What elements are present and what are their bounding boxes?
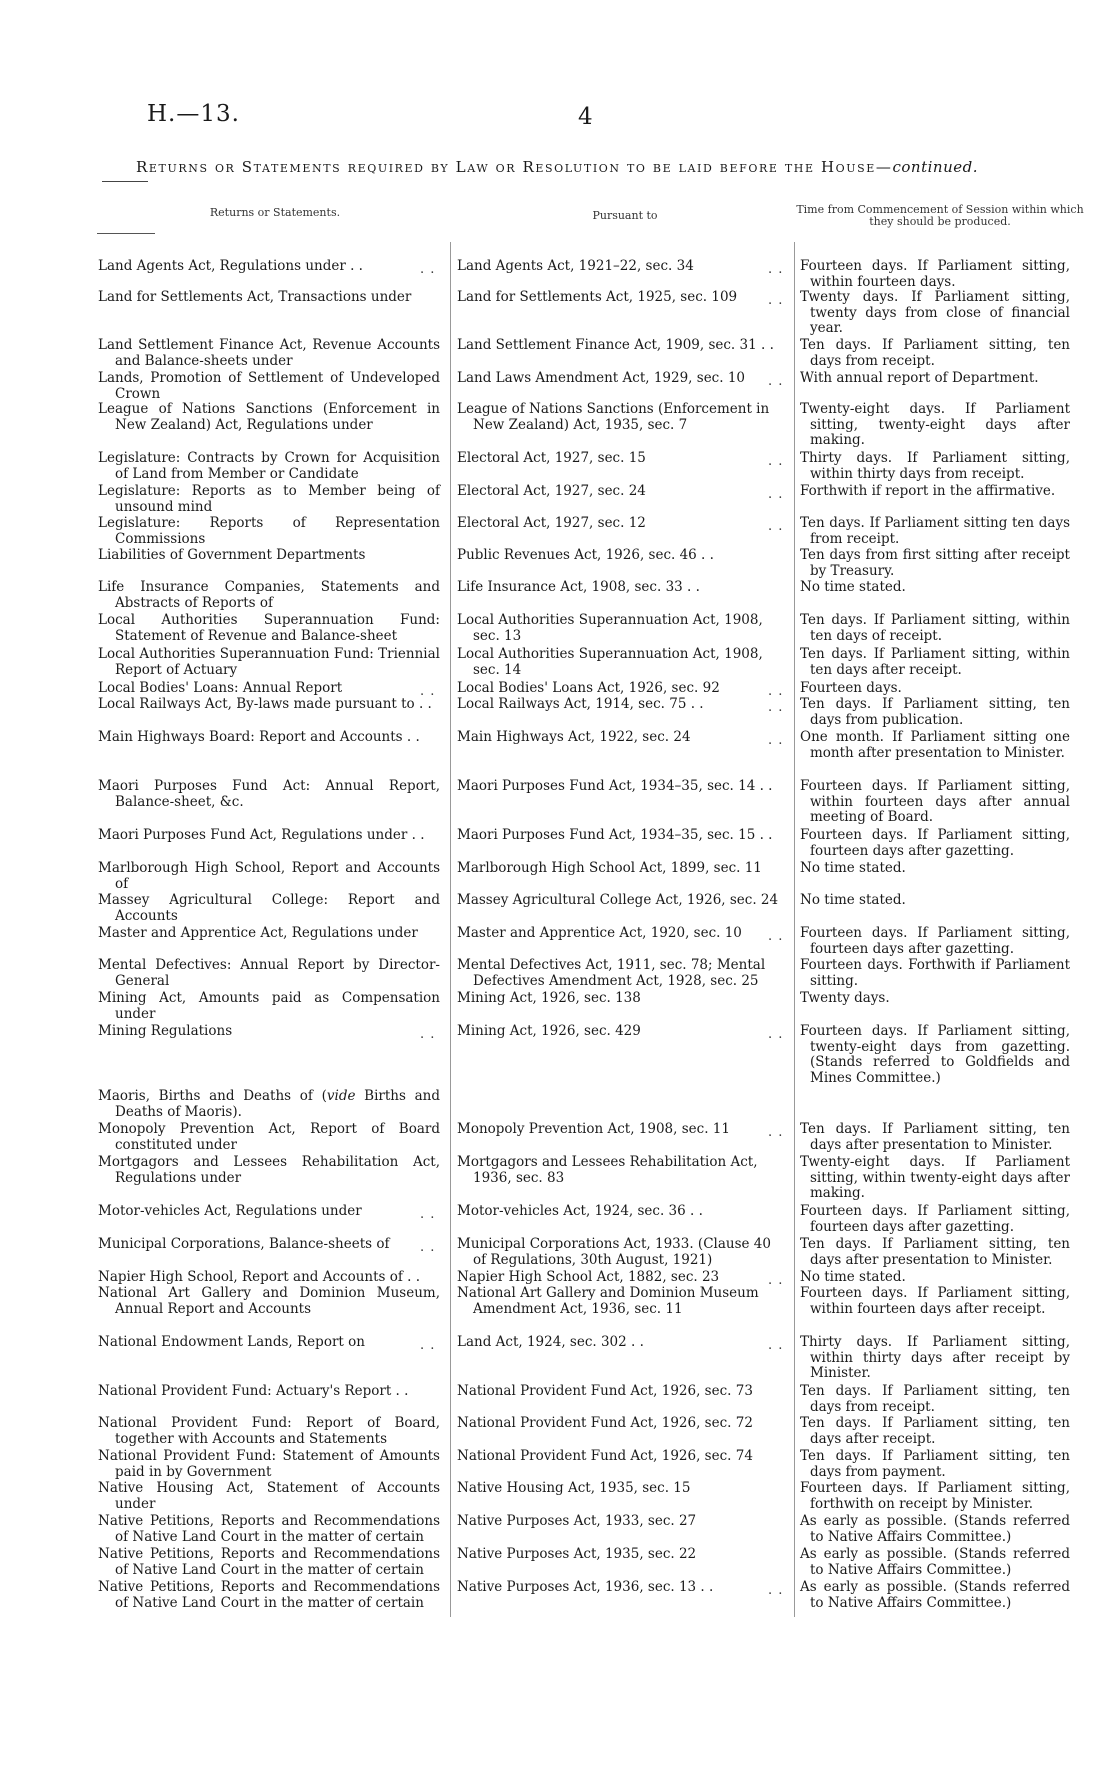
pursuant-cell: Napier High School Act, 1882, sec. 23 <box>457 1269 720 1285</box>
returns-cell: Marlborough High School, Report and Accounts of <box>98 860 440 892</box>
leader-dots: . . <box>768 262 784 277</box>
time-cell: As early as possible. (Stands referred to Native Affairs Committee.) <box>800 1546 1070 1578</box>
returns-cell: Liabilities of Government Departments <box>98 547 366 563</box>
pursuant-cell: Land Act, 1924, sec. 302 . . <box>457 1334 644 1350</box>
pursuant-cell: Native Purposes Act, 1933, sec. 27 <box>457 1513 697 1529</box>
pursuant-cell: Mining Act, 1926, sec. 429 <box>457 1023 641 1039</box>
leader-dots: . . <box>768 929 784 944</box>
time-cell: Fourteen days. If Parliament sitting, within fourteen days after annual meeting of Board. <box>800 778 1070 826</box>
returns-cell: Mining Act, Amounts paid as Compensation under <box>98 990 440 1022</box>
returns-cell: Municipal Corporations, Balance-sheets of <box>98 1236 390 1252</box>
column-header-returns: Returns or Statements. <box>209 206 341 219</box>
returns-text: Maoris, Births and Deaths of ( <box>98 1088 327 1104</box>
returns-cell: Local Authorities Superannuation Fund: Triennial Report of Actuary <box>98 646 440 678</box>
time-cell: No time stated. <box>800 1269 906 1285</box>
pursuant-cell: Maori Purposes Fund Act, 1934–35, sec. 14 . . <box>457 778 773 794</box>
pursuant-cell: Mortgagors and Lessees Rehabilitation Act, 1936, sec. 83 <box>457 1154 758 1186</box>
time-cell: No time stated. <box>800 579 906 595</box>
returns-cell: Land for Settlements Act, Transactions under <box>98 289 412 305</box>
page-number: 4 <box>578 104 593 130</box>
time-cell: Twenty days. <box>800 990 890 1006</box>
pursuant-cell: Electoral Act, 1927, sec. 24 <box>457 483 646 499</box>
returns-cell: Monopoly Prevention Act, Report of Board constituted under <box>98 1121 440 1153</box>
leader-dots: . . <box>768 700 784 715</box>
leader-dots: . . <box>420 1027 436 1042</box>
returns-cell: National Provident Fund: Report of Board, together with Accounts and Statements <box>98 1415 440 1447</box>
leader-dots: . . <box>768 1273 784 1288</box>
pursuant-cell: Local Railways Act, 1914, sec. 75 . . <box>457 696 704 712</box>
returns-cell: Legislature: Reports as to Member being of unsound mind <box>98 483 440 515</box>
pursuant-cell: Master and Apprentice Act, 1920, sec. 10 <box>457 925 742 941</box>
pursuant-cell: National Provident Fund Act, 1926, sec. 73 <box>457 1383 753 1399</box>
page-ref: H.—13. <box>147 101 240 127</box>
returns-cell: Massey Agricultural College: Report and Accounts <box>98 892 440 924</box>
returns-cell: Native Petitions, Reports and Recommendations of Native Land Court in the matter of certain <box>98 1513 440 1545</box>
pursuant-cell: Local Authorities Superannuation Act, 1908, sec. 14 <box>457 646 763 678</box>
time-cell: One month. If Parliament sitting one month after presentation to Minister. <box>800 729 1070 761</box>
pursuant-cell: Electoral Act, 1927, sec. 15 <box>457 450 646 466</box>
vide-text: vide <box>326 1088 356 1104</box>
column-divider <box>794 242 795 1617</box>
pursuant-cell: Monopoly Prevention Act, 1908, sec. 11 <box>457 1121 730 1137</box>
leader-dots: . . <box>420 1207 436 1222</box>
time-cell: Fourteen days. If Parliament sitting, within fourteen days after receipt. <box>800 1285 1070 1317</box>
time-cell: Fourteen days. If Parliament sitting, forthwith on receipt by Minister. <box>800 1480 1070 1512</box>
time-cell: Ten days. If Parliament sitting, ten days after receipt. <box>800 1415 1070 1447</box>
returns-cell: League of Nations Sanctions (Enforcement in New Zealand) Act, Regulations under <box>98 401 440 433</box>
leader-dots: . . <box>420 262 436 277</box>
pursuant-cell: Mining Act, 1926, sec. 138 <box>457 990 641 1006</box>
pursuant-cell: Main Highways Act, 1922, sec. 24 <box>457 729 691 745</box>
pursuant-cell: Life Insurance Act, 1908, sec. 33 . . <box>457 579 700 595</box>
leader-dots: . . <box>768 519 784 534</box>
leader-dots: . . <box>768 293 784 308</box>
returns-cell: Land Agents Act, Regulations under . . <box>98 258 363 274</box>
pursuant-cell: Electoral Act, 1927, sec. 12 <box>457 515 646 531</box>
returns-cell: National Provident Fund: Statement of Amounts paid in by Government <box>98 1448 440 1480</box>
pursuant-cell: Land for Settlements Act, 1925, sec. 109 <box>457 289 738 305</box>
time-cell: Fourteen days. If Parliament sitting, fourteen days after gazetting. <box>800 925 1070 957</box>
leader-dots: . . <box>768 454 784 469</box>
returns-cell: Lands, Promotion of Settlement of Undeveloped Crown <box>98 370 440 402</box>
column-header-time: Time from Commencement of Session within which they should be produced. <box>796 203 1084 229</box>
returns-cell: Life Insurance Companies, Statements and Abstracts of Reports of <box>98 579 440 611</box>
returns-cell: National Endowment Lands, Report on <box>98 1334 365 1350</box>
time-cell: As early as possible. (Stands referred to Native Affairs Committee.) <box>800 1513 1070 1545</box>
time-cell: Fourteen days. If Parliament sitting, within fourteen days. <box>800 258 1070 290</box>
time-cell: As early as possible. (Stands referred to Native Affairs Committee.) <box>800 1579 1070 1611</box>
pursuant-cell: National Provident Fund Act, 1926, sec. 72 <box>457 1415 753 1431</box>
time-cell: Twenty days. If Parliament sitting, twenty days from close of financial year. <box>800 289 1070 337</box>
time-cell: With annual report of Department. <box>800 370 1039 386</box>
leader-dots: . . <box>768 487 784 502</box>
returns-cell: Mental Defectives: Annual Report by Director-General <box>98 957 440 989</box>
time-cell: Twenty-eight days. If Parliament sitting, within twenty-eight days after making. <box>800 1154 1070 1202</box>
pursuant-cell: Local Bodies' Loans Act, 1926, sec. 92 <box>457 680 720 696</box>
pursuant-cell: Municipal Corporations Act, 1933. (Clause 40 of Regulations, 30th August, 1921) <box>457 1236 771 1268</box>
returns-cell: National Provident Fund: Actuary's Report . . <box>98 1383 409 1399</box>
pursuant-cell: Marlborough High School Act, 1899, sec. 11 <box>457 860 762 876</box>
time-cell: Fourteen days. If Parliament sitting, fourteen days after gazetting. <box>800 1203 1070 1235</box>
leader-dots: . . <box>768 1338 784 1353</box>
returns-cell: Master and Apprentice Act, Regulations under <box>98 925 418 941</box>
time-cell: Ten days. If Parliament sitting, ten days after presentation to Minister. <box>800 1236 1070 1268</box>
leader-dots: . . <box>420 1338 436 1353</box>
returns-cell: Mortgagors and Lessees Rehabilitation Act, Regulations under <box>98 1154 440 1186</box>
time-cell: Forthwith if report in the affirmative. <box>800 483 1056 499</box>
pursuant-cell: Land Settlement Finance Act, 1909, sec. 31 . . <box>457 337 774 353</box>
time-cell: Ten days. If Parliament sitting, ten days from receipt. <box>800 1383 1070 1415</box>
time-cell: Ten days. If Parliament sitting ten days from receipt. <box>800 515 1070 547</box>
time-cell: Ten days. If Parliament sitting, within ten days of receipt. <box>800 612 1070 644</box>
pursuant-cell: National Art Gallery and Dominion Museum Amendment Act, 1936, sec. 11 <box>457 1285 759 1317</box>
returns-cell: Napier High School, Report and Accounts of . . <box>98 1269 421 1285</box>
leader-dots: . . <box>420 684 436 699</box>
time-cell: Ten days from first sitting after receipt by Treasury. <box>800 547 1070 579</box>
returns-cell: Native Housing Act, Statement of Accounts under <box>98 1480 440 1512</box>
returns-cell: Legislature: Contracts by Crown for Acquisition of Land from Member or Candidate <box>98 450 440 482</box>
returns-cell: Native Petitions, Reports and Recommendations of Native Land Court in the matter of certain <box>98 1546 440 1578</box>
time-cell: Thirty days. If Parliament sitting, within thirty days after receipt by Minister. <box>800 1334 1070 1382</box>
returns-cell: Local Railways Act, By-laws made pursuant to . . <box>98 696 432 712</box>
returns-cell: Land Settlement Finance Act, Revenue Accounts and Balance-sheets under <box>98 337 440 369</box>
pursuant-cell: National Provident Fund Act, 1926, sec. 74 <box>457 1448 753 1464</box>
returns-cell: Motor-vehicles Act, Regulations under <box>98 1203 362 1219</box>
time-cell: Ten days. If Parliament sitting, ten days from publication. <box>800 696 1070 728</box>
pursuant-cell: Land Agents Act, 1921–22, sec. 34 <box>457 258 694 274</box>
time-cell: No time stated. <box>800 892 906 908</box>
pursuant-cell: Native Purposes Act, 1936, sec. 13 . . <box>457 1579 714 1595</box>
pursuant-cell: League of Nations Sanctions (Enforcement in New Zealand) Act, 1935, sec. 7 <box>457 401 770 433</box>
leader-dots: . . <box>768 733 784 748</box>
header-rule <box>97 233 155 234</box>
returns-text: Births and Deaths of Maoris). <box>115 1088 440 1120</box>
time-cell: Fourteen days. Forthwith if Parliament sitting. <box>800 957 1070 989</box>
pursuant-cell: Mental Defectives Act, 1911, sec. 78; Mental Defectives Amendment Act, 1928, sec. 25 <box>457 957 766 989</box>
page-title-main: Returns or Statements required by Law or Resolution to be laid before the House— <box>136 158 893 176</box>
column-divider <box>450 242 451 1617</box>
time-cell: Thirty days. If Parliament sitting, within thirty days from receipt. <box>800 450 1070 482</box>
pursuant-cell: Maori Purposes Fund Act, 1934–35, sec. 15 . . <box>457 827 773 843</box>
time-cell: Fourteen days. <box>800 680 902 696</box>
returns-cell: National Art Gallery and Dominion Museum, Annual Report and Accounts <box>98 1285 440 1317</box>
returns-cell <box>98 1089 440 1120</box>
page-title <box>0 158 1114 176</box>
pursuant-cell: Public Revenues Act, 1926, sec. 46 . . <box>457 547 714 563</box>
returns-cell: Maori Purposes Fund Act, Regulations under . . <box>98 827 425 843</box>
leader-dots: . . <box>768 1125 784 1140</box>
time-cell: Ten days. If Parliament sitting, ten days from payment. <box>800 1448 1070 1480</box>
returns-cell: Native Petitions, Reports and Recommendations of Native Land Court in the matter of certain <box>98 1579 440 1611</box>
leader-dots: . . <box>420 1240 436 1255</box>
pursuant-cell: Massey Agricultural College Act, 1926, sec. 24 <box>457 892 779 908</box>
time-cell: Ten days. If Parliament sitting, within ten days after receipt. <box>800 646 1070 678</box>
page-title-continued: continued. <box>892 158 978 176</box>
time-cell: Fourteen days. If Parliament sitting, twenty-eight days from gazetting. (Stands referred to Goldfields and Mines Committee.) <box>800 1023 1070 1086</box>
pursuant-cell: Land Laws Amendment Act, 1929, sec. 10 <box>457 370 746 386</box>
time-cell: Fourteen days. If Parliament sitting, fourteen days after gazetting. <box>800 827 1070 859</box>
title-rule <box>102 181 148 182</box>
leader-dots: . . <box>768 684 784 699</box>
pursuant-cell: Native Purposes Act, 1935, sec. 22 <box>457 1546 697 1562</box>
leader-dots: . . <box>768 1583 784 1598</box>
pursuant-cell: Motor-vehicles Act, 1924, sec. 36 . . <box>457 1203 703 1219</box>
column-header-pursuant: Pursuant to <box>592 209 658 222</box>
returns-cell: Main Highways Board: Report and Accounts . . <box>98 729 420 745</box>
time-cell: No time stated. <box>800 860 906 876</box>
time-cell: Ten days. If Parliament sitting, ten days from receipt. <box>800 337 1070 369</box>
pursuant-cell: Local Authorities Superannuation Act, 1908, sec. 13 <box>457 612 763 644</box>
time-cell: Ten days. If Parliament sitting, ten days after presentation to Minister. <box>800 1121 1070 1153</box>
time-cell: Twenty-eight days. If Parliament sitting, twenty-eight days after making. <box>800 401 1070 449</box>
pursuant-cell: Native Housing Act, 1935, sec. 15 <box>457 1480 691 1496</box>
returns-cell: Maori Purposes Fund Act: Annual Report, Balance-sheet, &c. <box>98 778 440 810</box>
leader-dots: . . <box>768 374 784 389</box>
returns-cell: Mining Regulations <box>98 1023 233 1039</box>
leader-dots: . . <box>768 1027 784 1042</box>
returns-cell: Local Authorities Superannuation Fund: Statement of Revenue and Balance-sheet <box>98 612 440 644</box>
returns-cell: Local Bodies' Loans: Annual Report <box>98 680 343 696</box>
returns-cell: Legislature: Reports of Representation Commissions <box>98 515 440 547</box>
